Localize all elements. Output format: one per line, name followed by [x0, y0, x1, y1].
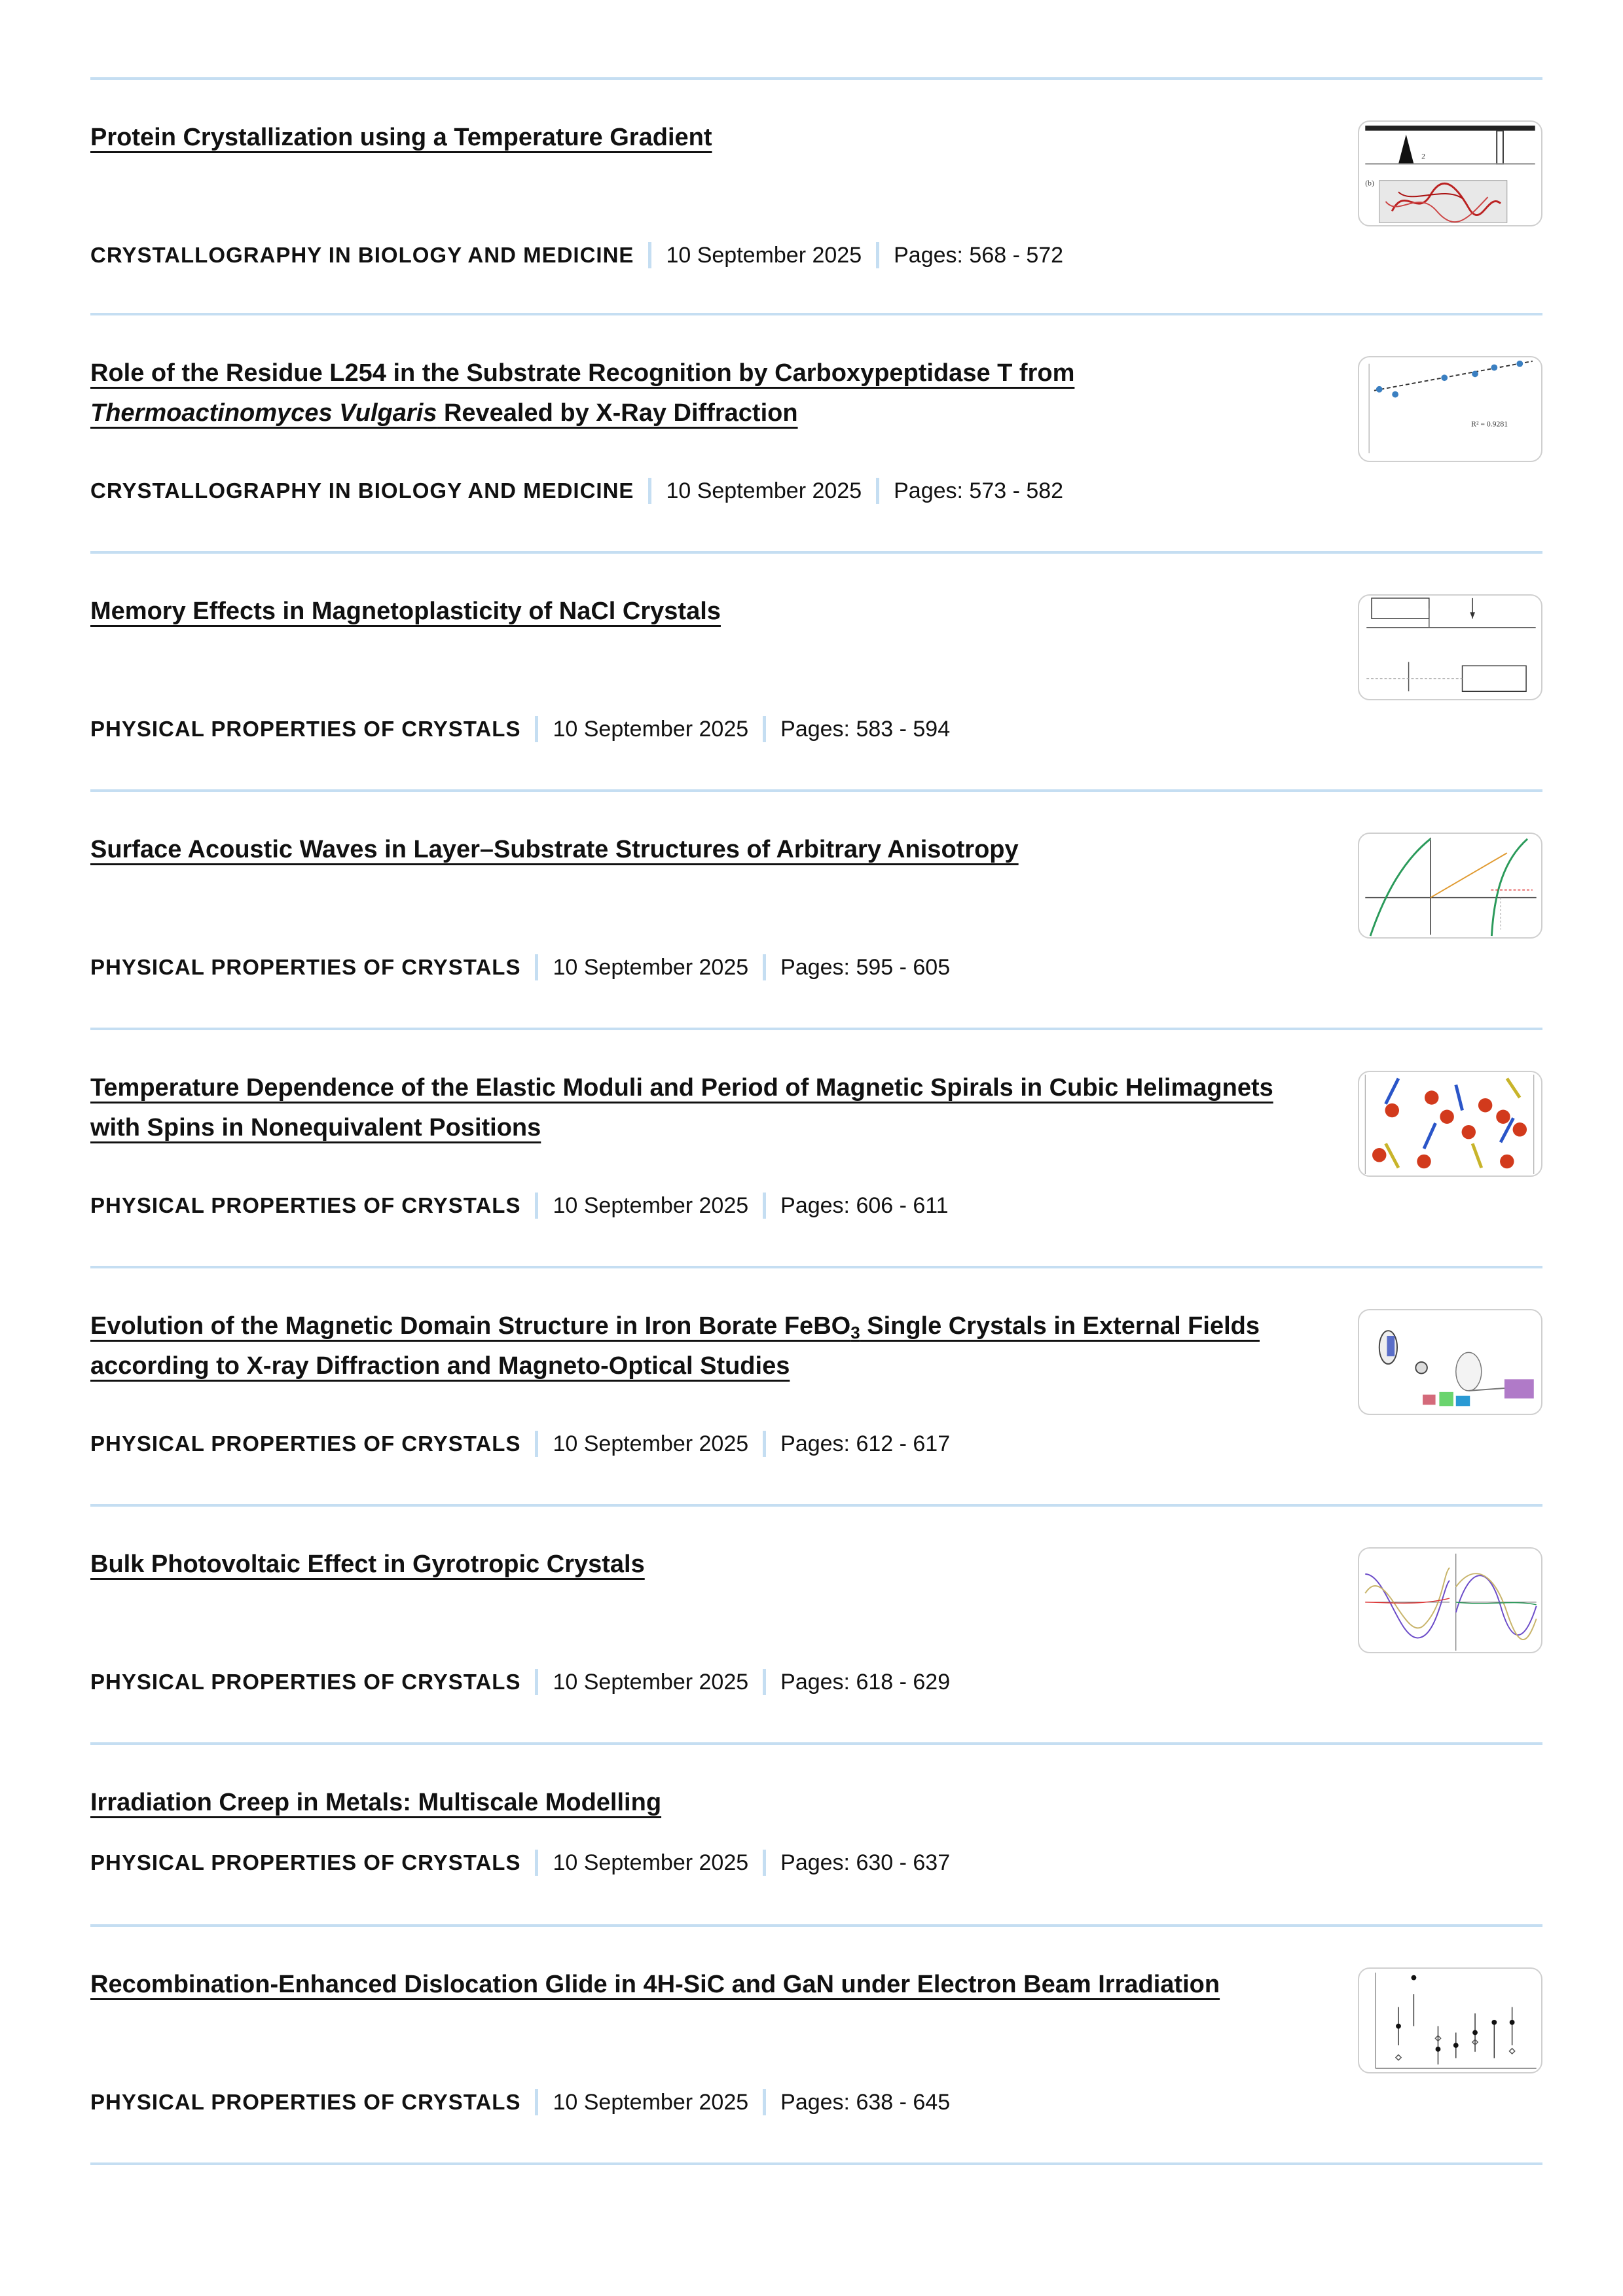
article-pages: Pages: 583 - 594 — [780, 716, 951, 742]
divider — [90, 2162, 1542, 2165]
article-pages: Pages: 618 - 629 — [780, 1669, 951, 1695]
meta-divider — [535, 2089, 538, 2115]
article-section[interactable]: PHYSICAL PROPERTIES OF CRYSTALS — [90, 1850, 521, 1874]
article-section[interactable]: PHYSICAL PROPERTIES OF CRYSTALS — [90, 1431, 521, 1456]
magnetic-field-pulse-diagram-figure — [1359, 596, 1541, 699]
article-date: 10 September 2025 — [553, 1431, 749, 1456]
article-section[interactable]: PHYSICAL PROPERTIES OF CRYSTALS — [90, 955, 521, 979]
meta-divider — [763, 1193, 766, 1219]
article-date: 10 September 2025 — [553, 1669, 749, 1695]
article-thumbnail[interactable] — [1358, 1309, 1542, 1415]
article-date: 10 September 2025 — [553, 2089, 749, 2115]
article-section[interactable]: CRYSTALLOGRAPHY IN BIOLOGY AND MEDICINE — [90, 478, 634, 503]
article-pages: Pages: 612 - 617 — [780, 1431, 951, 1456]
article-title-link[interactable]: Protein Crystallization using a Temperature Gradient — [90, 124, 712, 151]
article-meta — [90, 1431, 950, 1457]
article-title-link[interactable]: Evolution of the Magnetic Domain Structure in Iron Borate FeBO$_3$ Single Crystals in External Fields according to X-ray Diffraction and Magneto-Optical Studies — [90, 1312, 1260, 1380]
article-title-link[interactable]: Surface Acoustic Waves in Layer–Substrate Structures of Arbitrary Anisotropy — [90, 836, 1019, 863]
article-title — [90, 1783, 1308, 1823]
article-meta — [90, 1850, 950, 1876]
article-section[interactable]: PHYSICAL PROPERTIES OF CRYSTALS — [90, 1670, 521, 1694]
article-title-link[interactable]: Temperature Dependence of the Elastic Moduli and Period of Magnetic Spirals in Cubic Helimagnets with Spins in Nonequivalent Positions — [90, 1074, 1273, 1141]
meta-divider — [763, 1669, 766, 1695]
article-thumbnail[interactable] — [1358, 594, 1542, 700]
article-list — [90, 77, 1542, 2165]
article-item — [90, 554, 1542, 792]
meta-divider — [648, 242, 651, 268]
wave-vector-curve-figure — [1359, 834, 1541, 937]
meta-divider — [763, 2089, 766, 2115]
meta-divider — [763, 1431, 766, 1457]
article-item — [90, 792, 1542, 1030]
sinusoidal-curves-figure — [1359, 1549, 1541, 1652]
article-item — [90, 80, 1542, 315]
article-section[interactable]: PHYSICAL PROPERTIES OF CRYSTALS — [90, 1193, 521, 1217]
article-item — [90, 1507, 1542, 1745]
article-meta — [90, 242, 1063, 268]
article-item — [90, 1927, 1542, 2165]
article-thumbnail[interactable] — [1358, 1967, 1542, 2073]
article-pages: Pages: 630 - 637 — [780, 1850, 951, 1875]
meta-divider — [535, 1193, 538, 1219]
article-meta — [90, 478, 1063, 504]
article-date: 10 September 2025 — [666, 242, 862, 268]
article-section[interactable]: PHYSICAL PROPERTIES OF CRYSTALS — [90, 717, 521, 741]
article-item — [90, 1030, 1542, 1268]
spin-lattice-structure-figure — [1359, 1072, 1541, 1175]
article-title-link[interactable]: Recombination-Enhanced Dislocation Glide in 4H-SiC and GaN under Electron Beam Irradiation — [90, 1971, 1220, 1998]
article-title — [90, 1545, 1308, 1585]
article-meta — [90, 954, 950, 980]
meta-divider — [535, 1669, 538, 1695]
article-meta — [90, 1193, 949, 1219]
meta-divider — [535, 716, 538, 742]
experimental-setup-figure — [1359, 1310, 1541, 1414]
article-title-link[interactable]: Irradiation Creep in Metals: Multiscale Modelling — [90, 1789, 662, 1816]
article-pages: Pages: 606 - 611 — [780, 1193, 949, 1218]
article-pages: Pages: 573 - 582 — [894, 478, 1064, 503]
article-title — [90, 1068, 1308, 1148]
linear-regression-plot-figure — [1359, 357, 1541, 461]
article-title — [90, 592, 1308, 632]
svg-text:(b): (b) — [1365, 179, 1374, 188]
article-item — [90, 1745, 1542, 1927]
article-thumbnail[interactable] — [1358, 120, 1542, 226]
article-title-link[interactable]: Bulk Photovoltaic Effect in Gyrotropic Crystals — [90, 1551, 645, 1578]
article-title — [90, 830, 1308, 870]
article-date: 10 September 2025 — [553, 1850, 749, 1875]
meta-divider — [763, 954, 766, 980]
article-pages: Pages: 638 - 645 — [780, 2089, 951, 2115]
article-title-link[interactable]: Memory Effects in Magnetoplasticity of NaCl Crystals — [90, 598, 721, 625]
article-section[interactable]: PHYSICAL PROPERTIES OF CRYSTALS — [90, 2090, 521, 2114]
article-date: 10 September 2025 — [666, 478, 862, 503]
article-date: 10 September 2025 — [553, 954, 749, 980]
article-date: 10 September 2025 — [553, 1193, 749, 1218]
meta-divider — [535, 1431, 538, 1457]
regression-label: R² = 0.9281 — [1471, 420, 1508, 429]
article-title — [90, 118, 1308, 158]
article-title — [90, 353, 1308, 433]
article-thumbnail[interactable] — [1358, 1071, 1542, 1177]
meta-divider — [763, 1850, 766, 1876]
article-title — [90, 1965, 1308, 2005]
svg-text:2: 2 — [1421, 152, 1425, 161]
article-thumbnail[interactable] — [1358, 1547, 1542, 1653]
meta-divider — [876, 242, 879, 268]
article-item — [90, 315, 1542, 554]
article-date: 10 September 2025 — [553, 716, 749, 742]
meta-divider — [876, 478, 879, 504]
temperature-gradient-apparatus-figure — [1359, 122, 1541, 225]
article-meta — [90, 1669, 950, 1695]
article-thumbnail[interactable] — [1358, 833, 1542, 939]
article-thumbnail[interactable] — [1358, 356, 1542, 462]
article-meta — [90, 716, 950, 742]
article-item — [90, 1268, 1542, 1507]
meta-divider — [763, 716, 766, 742]
error-bar-scatter-plot-figure — [1359, 1969, 1541, 2072]
meta-divider — [535, 1850, 538, 1876]
article-section[interactable]: CRYSTALLOGRAPHY IN BIOLOGY AND MEDICINE — [90, 243, 634, 267]
article-title — [90, 1306, 1308, 1386]
article-title-link[interactable]: Role of the Residue L254 in the Substrate Recognition by Carboxypeptidase T from Thermoactinomyces Vulgaris Revealed by X-Ray Diffraction — [90, 359, 1075, 427]
meta-divider — [648, 478, 651, 504]
article-meta — [90, 2089, 950, 2115]
article-pages: Pages: 568 - 572 — [894, 242, 1064, 268]
article-pages: Pages: 595 - 605 — [780, 954, 951, 980]
meta-divider — [535, 954, 538, 980]
